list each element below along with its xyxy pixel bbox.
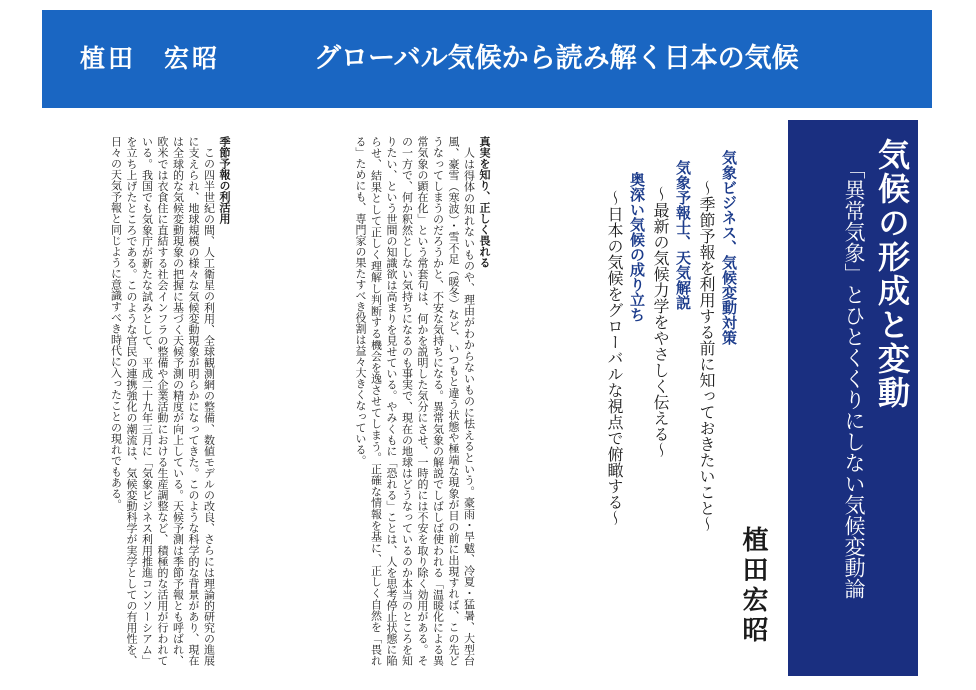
section-subtitle: 〜日本の気候をグローバルな視点で俯瞰する〜: [605, 190, 624, 526]
article-paragraph: 人は得体の知れないものや、理由がわからないものに怯えるという。豪雨・旱魃、冷夏・猛暑、大型台風、豪雪（寒波）・雪不足（暖冬）など、いつもと違う状態や極端な現象が目の前に出現すれば、この先どうなってしまうのだろうかと、不安な気持ちになる。異常気象の解説でしばしば使われる「温暖化による異常気象の顕在化」という常套句は、何かを説明した気分にさせ、一時的には不安を取り除く効用がある。その一方で、何か釈然としない気持ちになるのも事実で、現在の地球はどうなっているのか本当のところを知りたい、という世間の知識欲は高まりを見せている。やみくもに「恐れる」ことは、人を思考停止状態に陥らせ、結果として正しく理解し判断する機会を逸させてしまう。正確な情報を基に、正しく自然を「畏れる」ためにも、専門家の果たすべき役割は益々大きくなっている。: [354, 136, 476, 666]
document-page: [40, 112, 936, 680]
article-paragraph: この四半世紀の間、人工衛星の利用、全球観測網の整備、数値モデルの改良、さらには理論的研究の進展に支えられ、地球規模の様々な気候変動現象が明らかになってきた。このような科学的な背景があり、現在は全球的な気候変動現象の把握に基づく天候予測の精度が向上している。天候予測は季節予報とも呼ばれ、欧米では衣食住に直結する社会インフラの整備や企業活動における生産調整など、積極的な活用が行われている。我国でも気象庁が新たな試みとして、平成二十九年三月に「気象ビジネス利用推進コンソーシアム」を立ち上げたところである。このような官民の連携強化の潮流は、気候変動科学が実学としての有用性を、日々の天気予報と同じように意識すべき時代に入ったことの現れでもある。: [109, 136, 216, 666]
article-heading: 真実を知り、正しく畏れる: [478, 136, 491, 268]
section-heading: 気象予報士、天気解説: [674, 160, 692, 310]
cover-title: 気候の形成と変動: [873, 138, 911, 410]
section-subtitle: 〜季節予報を利用する前に知っておきたいこと〜: [697, 180, 716, 532]
article-heading: 季節予報の利活用: [218, 136, 231, 224]
article-column-2: [40, 136, 232, 666]
header-banner: [42, 10, 932, 108]
banner-title: グローバル気候から読み解く日本の気候: [314, 43, 799, 74]
section-heading: 奥深い気候の成り立ち: [628, 172, 646, 322]
article-column-1: [300, 136, 492, 666]
banner-author: 植田 宏昭: [80, 44, 221, 73]
section-heading: 気象ビジネス、気候変動対策: [720, 150, 738, 345]
cover-author: 植田宏昭: [738, 526, 768, 646]
cover-subtitle: 「異常気象」とひとくくりにしない気候変動論: [842, 158, 866, 599]
cover-title-box: [788, 120, 918, 676]
section-subtitle: 〜最新の気候力学をやさしく伝える〜: [651, 186, 670, 458]
